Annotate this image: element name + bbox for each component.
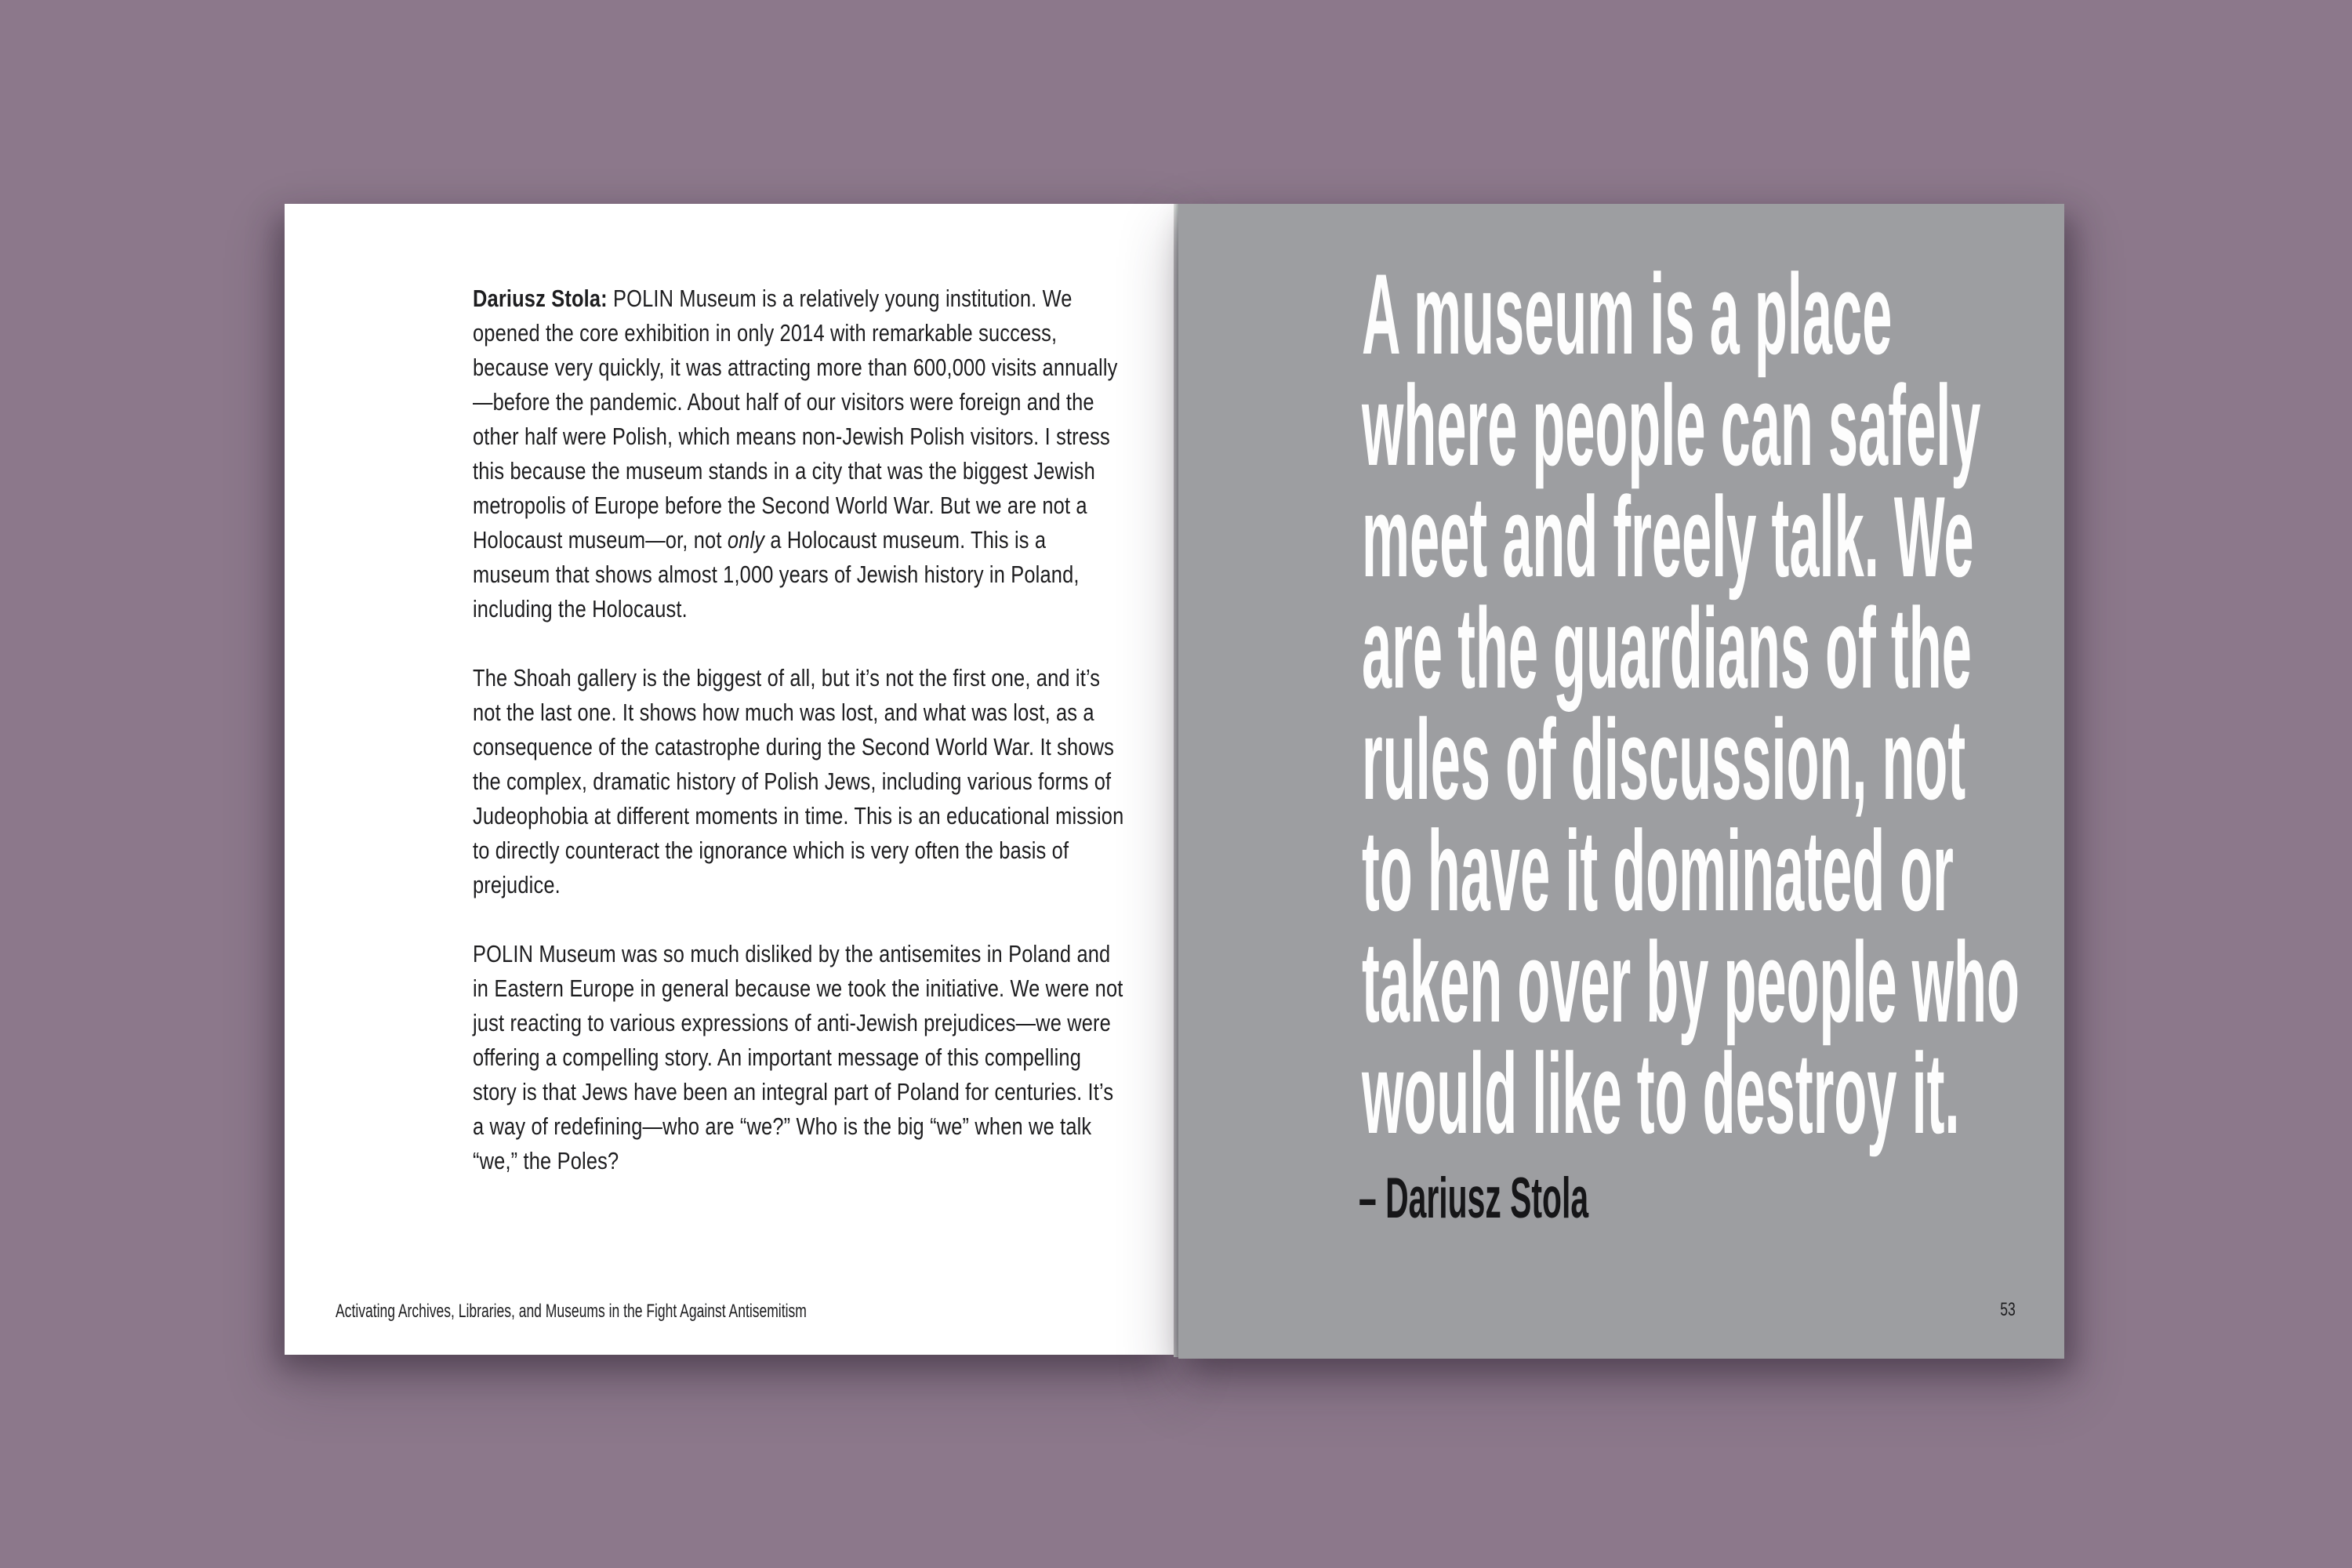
speaker-name: Dariusz Stola: xyxy=(473,285,608,312)
body-paragraph xyxy=(473,281,1125,626)
right-page xyxy=(1178,204,2064,1359)
pull-quote-line: rules of discussion, not xyxy=(1362,695,1966,823)
left-page xyxy=(285,204,1174,1355)
paragraph-text: POLIN Museum is a relatively young institution. We opened the core exhibition in only 2014 with remarkable success, because very quickly, it was attracting more than 600,000 visits annually—before the pandemic. About half of our visitors were foreign and the other half were Polish, which means non-Jewish Polish visitors. I stress this because the museum stands in a city that was the biggest Jewish metropolis of Europe before the Second World War. But we are not a Holocaust museum—or, not xyxy=(473,285,1118,554)
paragraph-text: a Holocaust museum. This is a museum that shows almost 1,000 years of Jewish history in Poland, including the Holocaust. xyxy=(473,526,1080,622)
pull-quote-line: meet and freely talk. We xyxy=(1362,473,1974,601)
pull-quote-line: are the guardians of the xyxy=(1362,584,1972,712)
footer-running-title: Activating Archives, Libraries, and Museums in the Fight Against Antisemitism xyxy=(336,1301,807,1322)
pull-quote xyxy=(1362,250,2020,1157)
body-paragraph: POLIN Museum was so much disliked by the antisemites in Poland and in Eastern Europe in general because we took the initiative. We were not just reacting to various expressions of anti-Jewish prejudices—we were offering a compelling story. An important message of this compelling story is that Jews have been an integral part of Poland for centuries. It’s a way of redefining—who are “we?” Who is the big “we” when we talk “we,” the Poles? xyxy=(473,940,1123,1174)
book-spread xyxy=(285,204,2064,1359)
emphasis-word: only xyxy=(727,526,765,554)
pull-quote-line: to have it dominated or xyxy=(1362,807,1954,935)
interview-text xyxy=(473,281,1125,1178)
pull-quote-line: taken over by people who xyxy=(1362,918,2020,1046)
page-number: 53 xyxy=(2000,1299,2016,1320)
pull-quote-line: A museum is a place xyxy=(1362,250,1893,378)
quote-attribution: – Dariusz Stola xyxy=(1359,1167,1589,1230)
pull-quote-line: would like to destroy it. xyxy=(1362,1029,1960,1157)
body-paragraph: The Shoah gallery is the biggest of all, but it’s not the first one, and it’s not the last one. It shows how much was lost, and what was lost, as a consequence of the catastrophe during the Second World War. It shows the complex, dramatic history of Polish Jews, including various forms of Judeophobia at different moments in time. This is an educational mission to directly counteract the ignorance which is very often the basis of prejudice. xyxy=(473,664,1124,898)
pull-quote-line: where people can safely xyxy=(1362,361,1981,489)
